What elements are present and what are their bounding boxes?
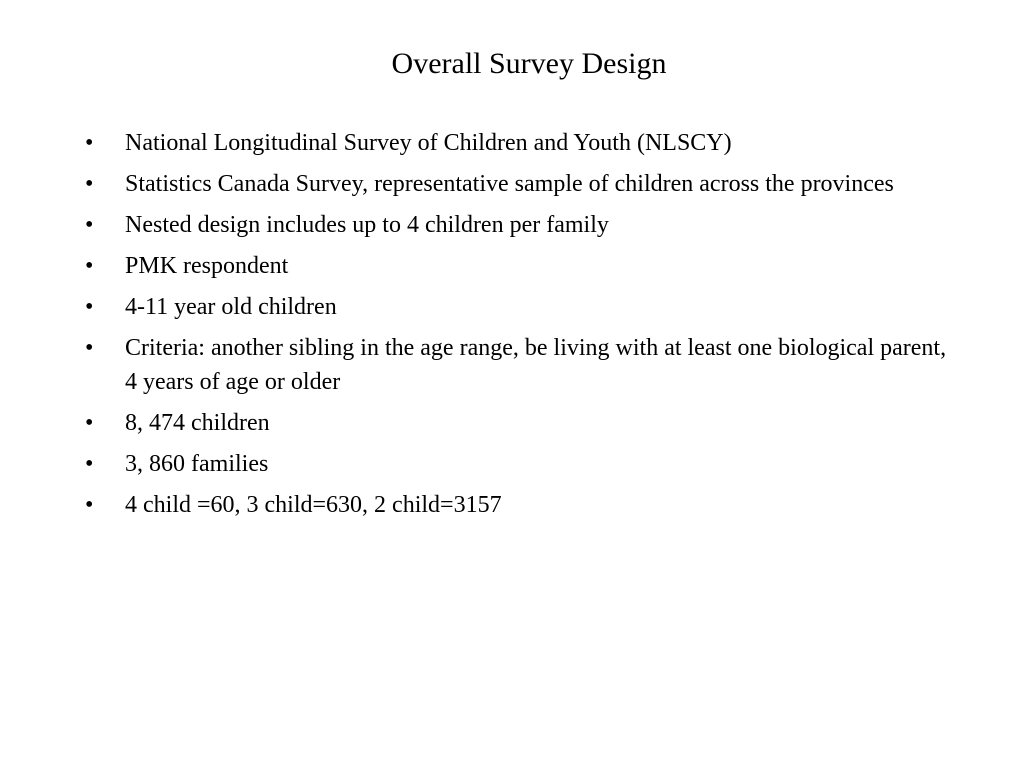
- bullet-icon: •: [85, 335, 94, 361]
- bullet-text: Statistics Canada Survey, representative sample of children across the provinces: [125, 171, 894, 197]
- bullet-text: 3, 860 families: [125, 451, 269, 477]
- bullet-icon: •: [85, 253, 94, 279]
- bullet-item: [85, 167, 955, 201]
- bullet-item: [85, 447, 955, 481]
- bullet-icon: •: [85, 294, 94, 320]
- bullet-item: [85, 406, 955, 440]
- bullet-text: Criteria: another sibling in the age range, be living with at least one biological parent, 4 years of age or older: [125, 335, 947, 395]
- bullet-item: [85, 249, 955, 283]
- bullet-icon: •: [85, 451, 94, 477]
- bullet-text: PMK respondent: [125, 253, 289, 279]
- bullet-item: [85, 208, 955, 242]
- bullet-item: [85, 488, 955, 522]
- slide-title: Overall Survey Design: [391, 47, 667, 80]
- bullet-icon: •: [85, 130, 94, 156]
- bullet-text: 4-11 year old children: [125, 294, 337, 320]
- bullet-text: National Longitudinal Survey of Children and Youth (NLSCY): [125, 130, 732, 156]
- bullet-icon: •: [85, 410, 94, 436]
- bullet-text: 8, 474 children: [125, 410, 270, 436]
- bullet-text: 4 child =60, 3 child=630, 2 child=3157: [125, 492, 502, 518]
- bullet-icon: •: [85, 212, 94, 238]
- bullet-item: [85, 331, 955, 399]
- bullet-list: [85, 126, 955, 529]
- bullet-icon: •: [85, 492, 94, 518]
- bullet-text: Nested design includes up to 4 children per family: [125, 212, 609, 238]
- bullet-icon: •: [85, 171, 94, 197]
- bullet-item: [85, 126, 955, 160]
- bullet-item: [85, 290, 955, 324]
